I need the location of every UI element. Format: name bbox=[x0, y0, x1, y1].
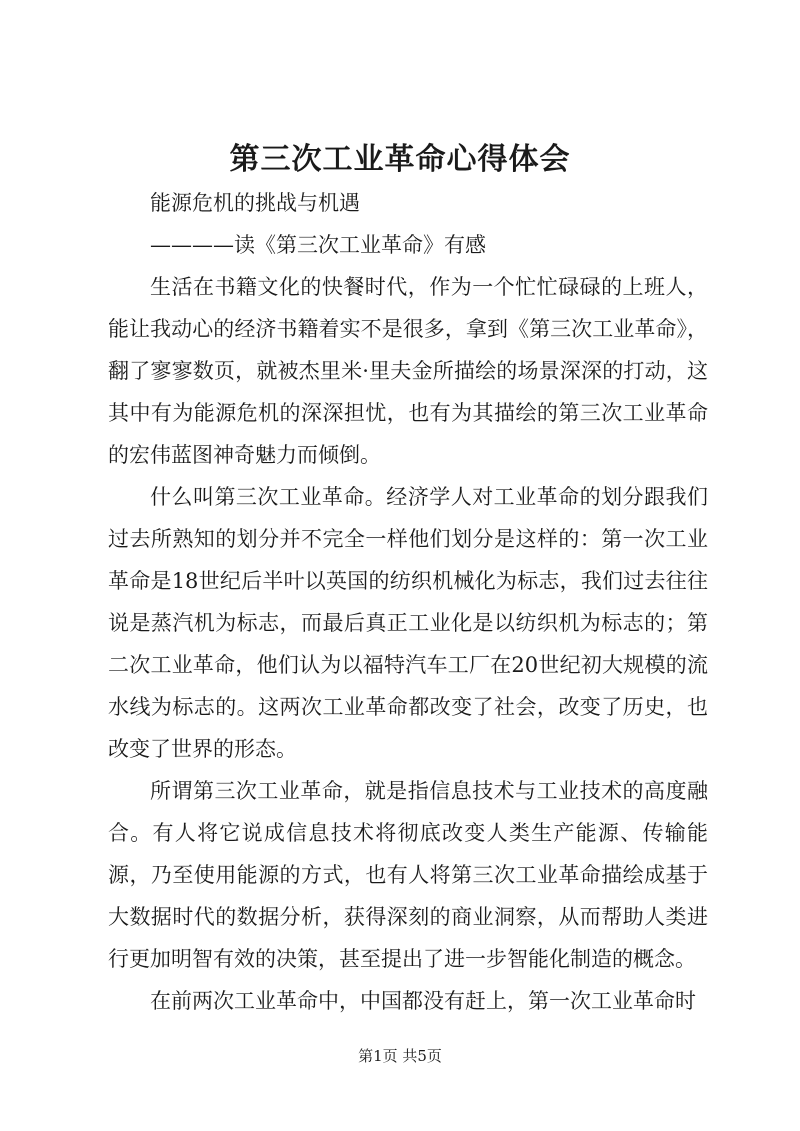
body-paragraph: 什么叫第三次工业革命。经济学人对工业革命的划分跟我们过去所熟知的划分并不完全一样他们划分是这样的：第一次工业革命是18世纪后半叶以英国的纺织机械化为标志，我们过去往往说是蒸汽机为标志，而最后真正工业化是以纺织机为标志的；第二次工业革命，他们认为以福特汽车工厂在20世纪初大规模的流水线为标志的。这两次工业革命都改变了社会，改变了历史，也改变了世界的形态。 bbox=[108, 485, 708, 761]
document-title: 第三次工业革命心得体会 bbox=[229, 142, 571, 177]
subtitle-byline: ————读《第三次工业革命》有感 bbox=[150, 233, 486, 257]
body-paragraph: 所谓第三次工业革命，就是指信息技术与工业技术的高度融合。有人将它说成信息技术将彻底改变人类生产能源、传输能源，乃至使用能源的方式，也有人将第三次工业革命描绘成基于大数据时代的数据分析，获得深刻的商业洞察，从而帮助人类进行更加明智有效的决策，甚至提出了进一步智能化制造的概念。 bbox=[108, 779, 708, 971]
subtitle: 能源危机的挑战与机遇 bbox=[150, 191, 360, 215]
body-paragraph: 生活在书籍文化的快餐时代，作为一个忙忙碌碌的上班人，能让我动心的经济书籍着实不是很多，拿到《第三次工业革命》，翻了寥寥数页，就被杰里米·里夫金所描绘的场景深深的打动，这其中有为能源危机的深深担忧，也有为其描绘的第三次工业革命的宏伟蓝图神奇魅力而倾倒。 bbox=[108, 275, 708, 467]
body-paragraph: 在前两次工业革命中，中国都没有赶上，第一次工业革命时 bbox=[150, 989, 696, 1013]
document-body bbox=[108, 182, 708, 1022]
page-footer: 第1页 共5页 bbox=[358, 1047, 442, 1065]
